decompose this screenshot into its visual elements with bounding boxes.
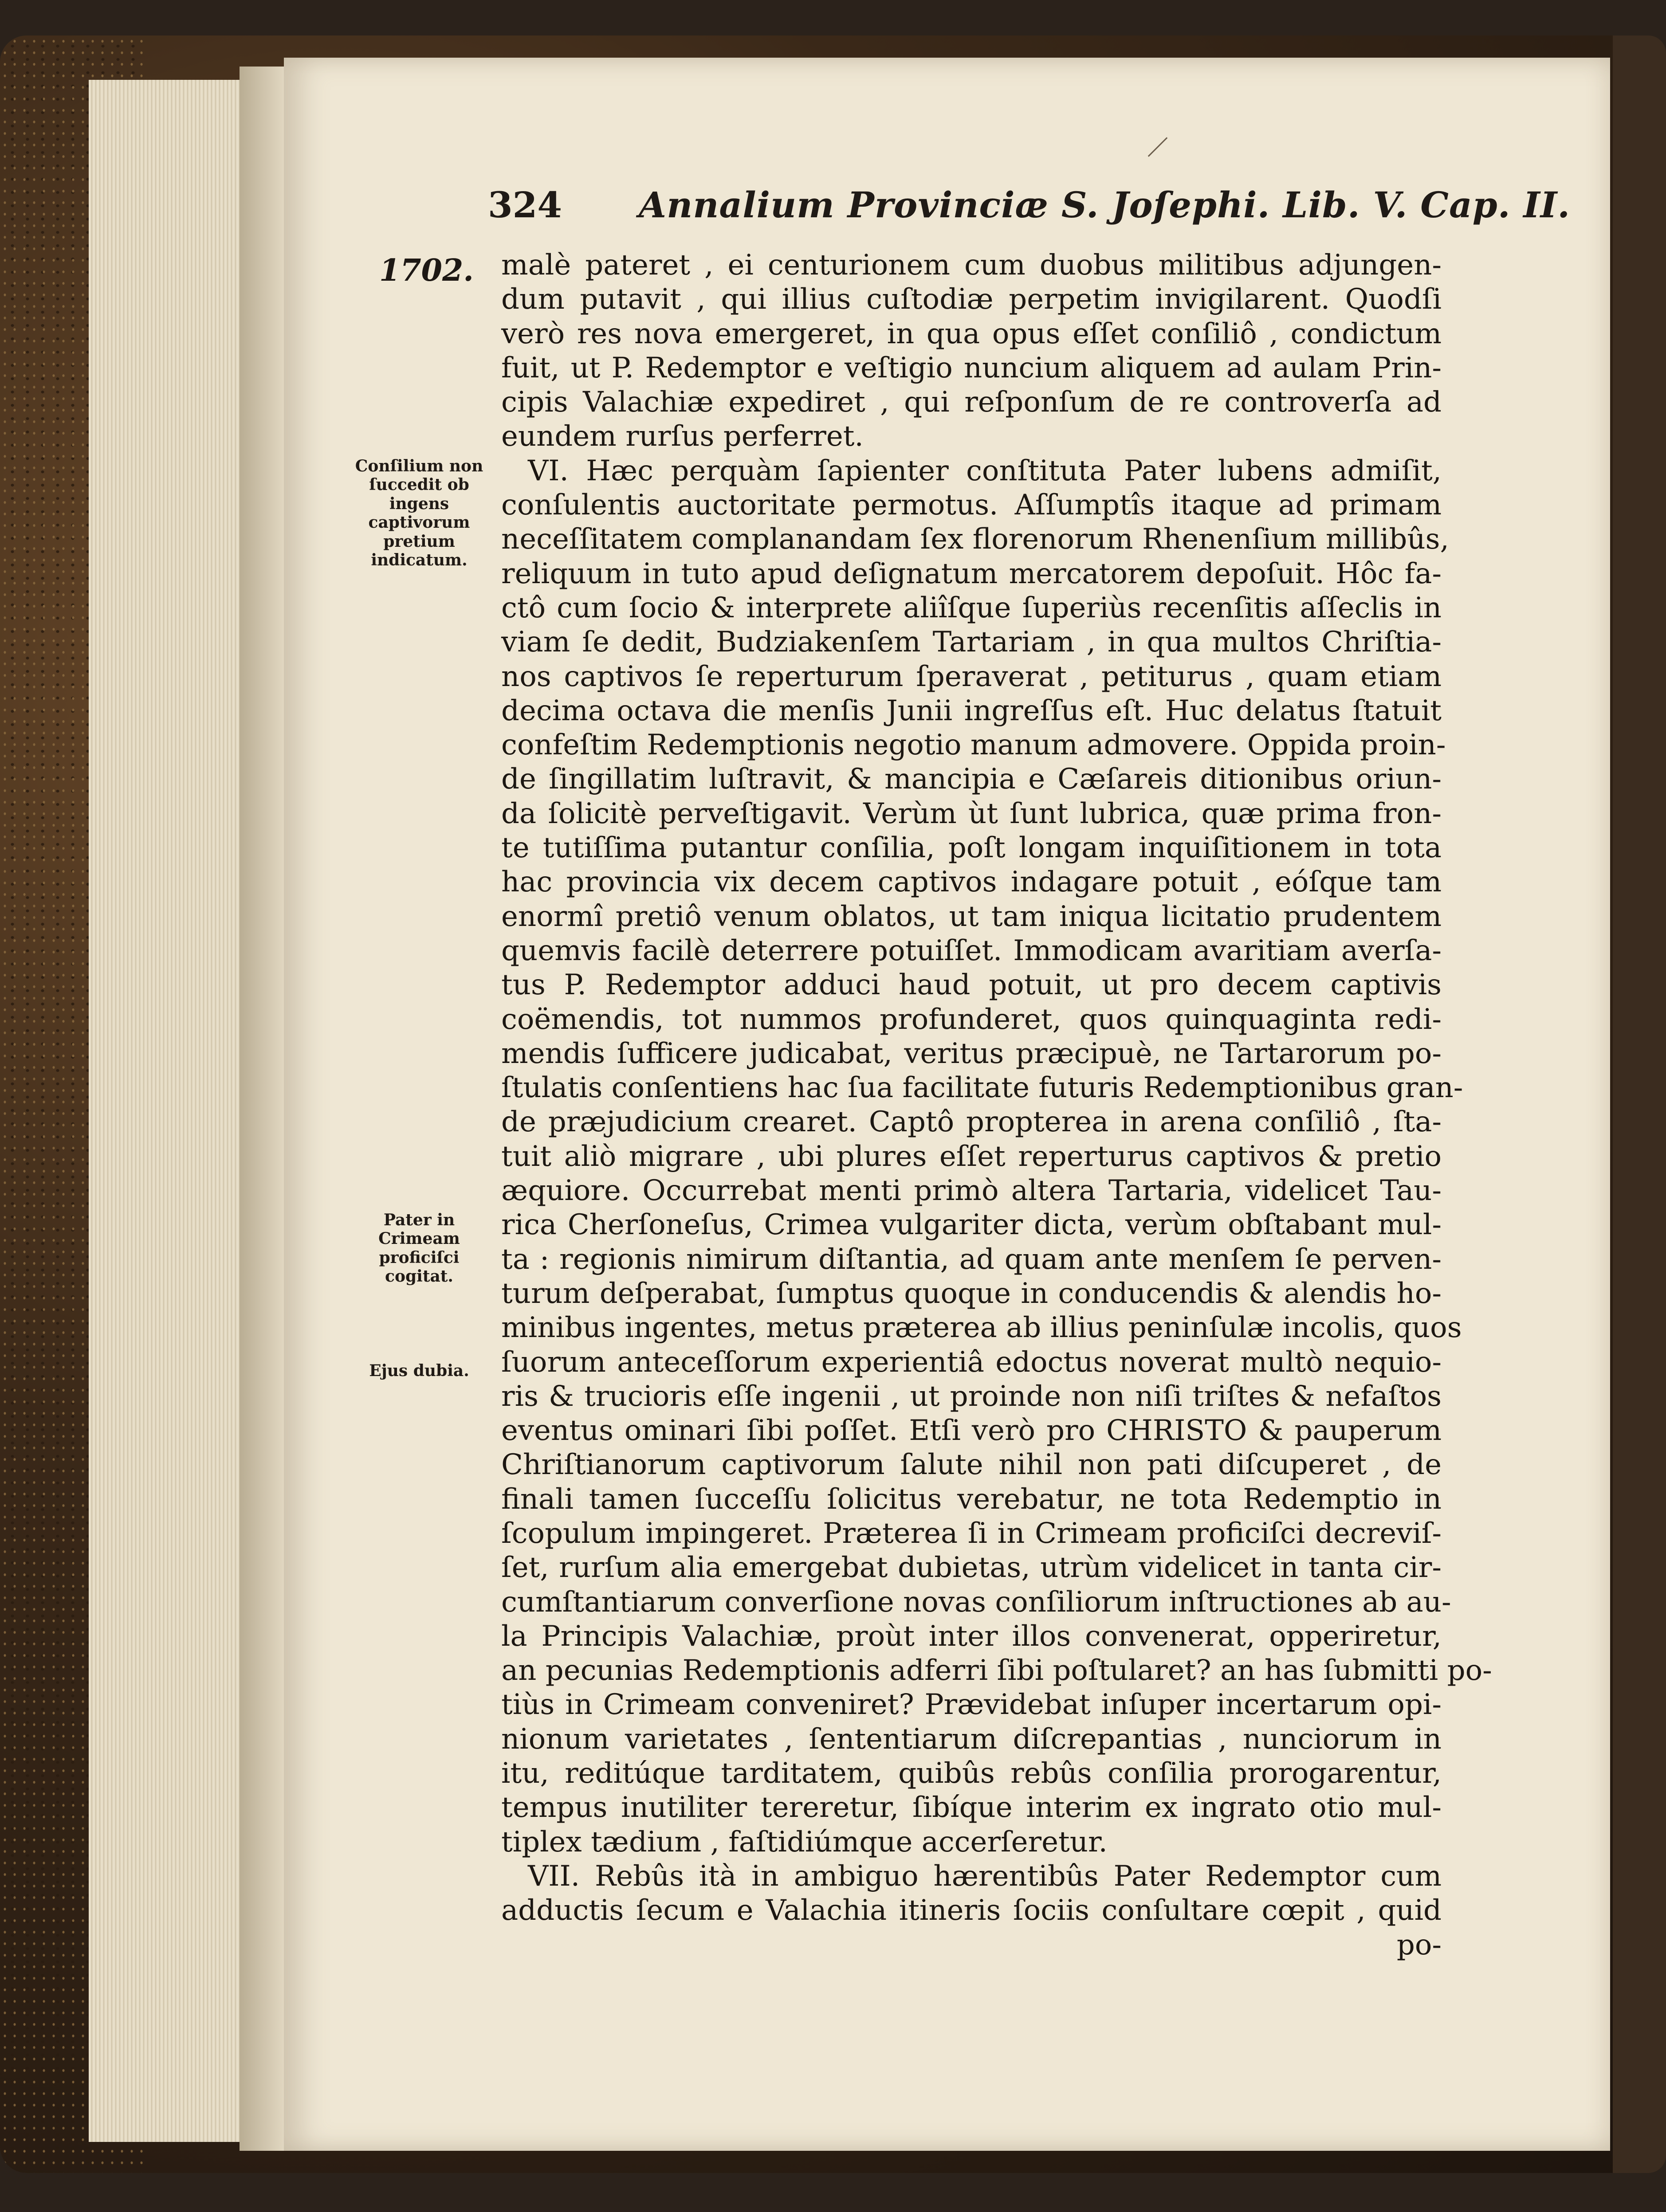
text-line: adductis ſecum e Valachia itineris ſociis conſultare cœpit , quid bbox=[501, 1894, 1442, 1927]
margin-note-consilium: Conſilium non ſuccedit ob ingens captivorum pretium indicatum. bbox=[355, 457, 483, 570]
text-line: la Principis Valachiæ, proùt inter illos convenerat, opperiretur, bbox=[501, 1620, 1442, 1653]
text-line: fuit, ut P. Redemptor e veſtigio nuncium aliquem ad aulam Prin- bbox=[501, 351, 1442, 384]
text-line: enormî pretiô venum oblatos, ut tam iniqua licitatio prudentem bbox=[501, 900, 1442, 933]
text-line: eundem rurſus perferret. bbox=[501, 420, 864, 453]
text-line: tus P. Redemptor adduci haud potuit, ut pro decem captivis bbox=[501, 969, 1442, 1002]
text-line: minibus ingentes, metus præterea ab illius peninſulæ incolis, quos bbox=[501, 1311, 1462, 1345]
text-line: tuit aliò migrare , ubi plures eſſet reperturus captivos & pretio bbox=[501, 1140, 1442, 1173]
text-line: mendis ſufficere judicabat, veritus præcipuè, ne Tartarorum po- bbox=[501, 1037, 1442, 1070]
cover-back-edge bbox=[1613, 35, 1666, 2173]
text-line: conſulentis auctoritate permotus. Aſſumptîs itaque ad primam bbox=[501, 489, 1442, 522]
text-line: ctô cum ſocio & interprete aliîſque ſuperiùs recenſitis aſſeclis in bbox=[501, 591, 1442, 624]
text-line: ſcopulum impingeret. Præterea ſi in Crimeam proficiſci decreviſ- bbox=[501, 1517, 1442, 1550]
text-line: ſet, rurſum alia emergebat dubietas, utrùm videlicet in tanta cir- bbox=[501, 1551, 1442, 1584]
margin-note-dubia: Ejus dubia. bbox=[369, 1361, 469, 1380]
text-line: ris & trucioris eſſe ingenii , ut proinde non niſi triſtes & nefaſtos bbox=[501, 1380, 1442, 1413]
text-line: da ſolicitè perveſtigavit. Verùm ùt ſunt lubrica, quæ prima fron- bbox=[501, 797, 1442, 830]
text-line: verò res nova emergeret, in qua opus eſſet conſiliô , condictum bbox=[501, 317, 1442, 350]
text-line: cipis Valachiæ expediret , qui reſponſum de re controverſa ad bbox=[501, 386, 1442, 419]
text-line: hac provincia vix decem captivos indagare potuit , eóſque tam bbox=[501, 866, 1442, 899]
text-line: tiplex tædium , faſtidiúmque accerſeretur. bbox=[501, 1825, 1108, 1859]
text-line: te tutiſſima putantur conſilia, poſt longam inquiſitionem in tota bbox=[501, 831, 1442, 865]
text-line: VI. Hæc perquàm ſapienter conſtituta Pater lubens admiſit, bbox=[528, 454, 1442, 487]
text-line: finali tamen ſucceſſu ſolicitus verebatur, ne tota Redemptio in bbox=[501, 1483, 1442, 1516]
text-line: dum putavit , qui illius cuſtodiæ perpetim invigilarent. Quodſi bbox=[501, 283, 1442, 316]
text-line: de præjudicium crearet. Captô propterea in arena conſiliô , ſta- bbox=[501, 1106, 1442, 1139]
text-line: cumſtantiarum converſione novas conſiliorum inſtructiones ab au- bbox=[501, 1585, 1451, 1619]
text-line: confeſtim Redemptionis negotio manum admovere. Oppida proin- bbox=[501, 729, 1446, 762]
margin-note-crimea: Pater in Crimeam proficiſci cogitat. bbox=[378, 1211, 460, 1286]
text-line: neceſſitatem complanandam ſex florenorum Rhenenſium millibûs, bbox=[501, 523, 1449, 556]
text-line: rica Cherſoneſus, Crimea vulgariter dicta, verùm obſtabant mul- bbox=[501, 1208, 1442, 1242]
text-line: nos captivos ſe reperturum ſperaverat , petiturus , quam etiam bbox=[501, 660, 1442, 693]
body-text bbox=[501, 248, 1492, 1962]
text-line: turum deſperabat, ſumptus quoque in conducendis & alendis ho- bbox=[501, 1277, 1442, 1310]
page-edges bbox=[89, 80, 248, 2142]
text-line: itu, reditúque tarditatem, quibûs rebûs conſilia prorogarentur, bbox=[501, 1757, 1442, 1790]
text-line: coëmendis, tot nummos profunderet, quos quinquaginta redi- bbox=[501, 1003, 1442, 1036]
text-line: ſtulatis conſentiens hac ſua facilitate futuris Redemptionibus gran- bbox=[501, 1071, 1463, 1105]
text-line: an pecunias Redemptionis adferri ſibi poſtularet? an has ſubmitti po- bbox=[501, 1654, 1492, 1687]
text-line: po- bbox=[1396, 1928, 1442, 1961]
text-line: tempus inutiliter tereretur, ſibíque interim ex ingrato otio mul- bbox=[501, 1791, 1442, 1824]
text-line: æquiore. Occurrebat menti primò altera Tartaria, videlicet Tau- bbox=[501, 1174, 1442, 1208]
text-line: VII. Rebûs ità in ambiguo hærentibûs Pater Redemptor cum bbox=[528, 1859, 1442, 1893]
page-number: 324 bbox=[488, 184, 562, 226]
text-line: tiùs in Crimeam conveniret? Prævidebat inſuper incertarum opi- bbox=[501, 1688, 1442, 1722]
text-line: Chriſtianorum captivorum ſalute nihil non pati diſcuperet , de bbox=[501, 1448, 1442, 1482]
text-line: malè pateret , ei centurionem cum duobus militibus adjungen- bbox=[501, 249, 1442, 282]
text-line: eventus ominari ſibi poſſet. Etſi verò pro CHRISTO & pauperum bbox=[501, 1414, 1442, 1447]
margin-year: 1702. bbox=[379, 253, 474, 288]
text-line: decima octava die menſis Junii ingreſſus eſt. Huc delatus ſtatuit bbox=[501, 694, 1442, 727]
text-line: nionum varietates , ſententiarum diſcrepantias , nunciorum in bbox=[501, 1722, 1442, 1756]
text-line: viam ſe dedit, Budziakenſem Tartariam , in qua multos Chriſtia- bbox=[501, 626, 1442, 659]
text-line: de ſingillatim luſtravit, & mancipia e Cæſareis ditionibus oriun- bbox=[501, 763, 1442, 796]
running-title: Annalium Provinciæ S. Joſephi. Lib. V. Cap. II. bbox=[639, 184, 1571, 226]
text-line: ta : regionis nimirum diſtantia, ad quam ante menſem ſe perven- bbox=[501, 1243, 1442, 1276]
text-line: quemvis facilè deterrere potuiſſet. Immodicam avaritiam averſa- bbox=[501, 934, 1442, 967]
text-line: reliquum in tuto apud deſignatum mercatorem depoſuit. Hôc fa- bbox=[501, 557, 1442, 590]
text-line: ſuorum anteceſſorum experientiâ edoctus noverat multò nequio- bbox=[501, 1345, 1442, 1379]
